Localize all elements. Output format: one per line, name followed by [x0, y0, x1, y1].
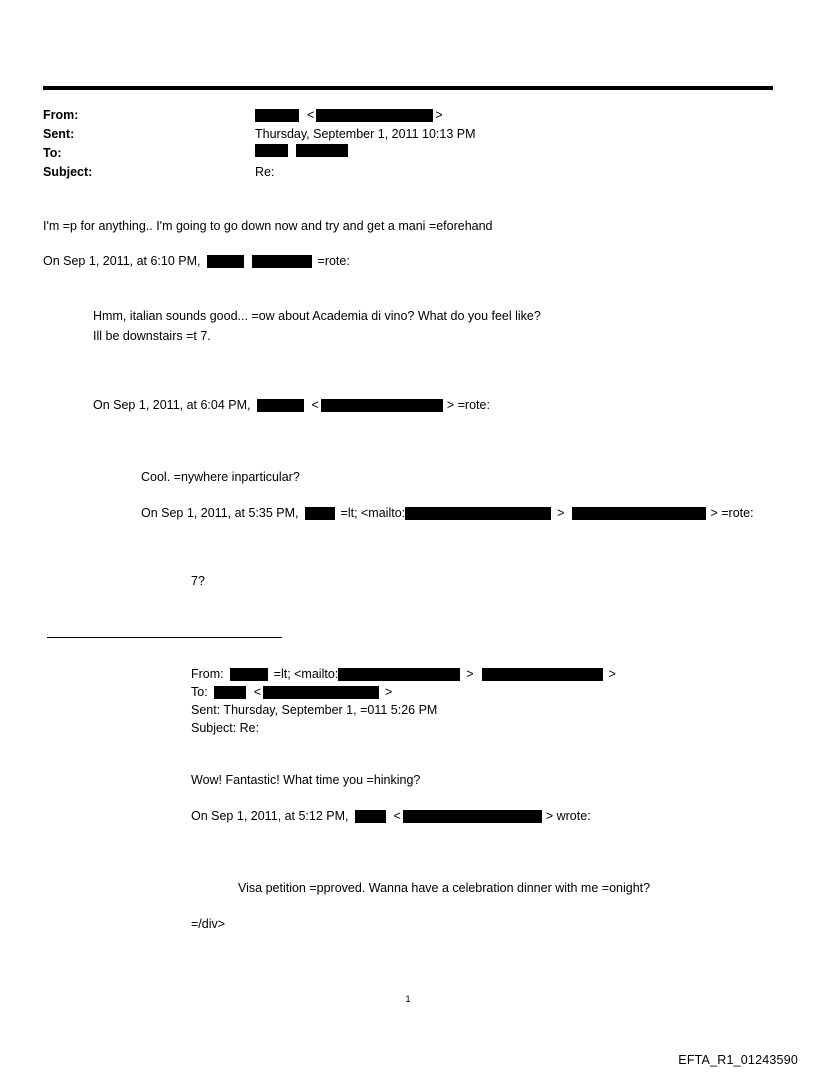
quote-1-attribution: [43, 251, 350, 271]
forwarded-from-label: From:: [191, 667, 224, 681]
quote-4-suffix: > wrote:: [545, 809, 591, 823]
forwarded-message-divider: [47, 637, 282, 638]
forwarded-from-mid: =lt; <mailto:: [273, 667, 339, 681]
redaction-box: [403, 810, 542, 823]
redaction-box: [207, 255, 244, 268]
forwarded-header-subject: Subject: Re:: [191, 721, 260, 735]
forwarded-header-to: [191, 682, 394, 702]
header-label-sent: Sent:: [43, 127, 75, 141]
redaction-box: [255, 144, 288, 157]
quote-3-suffix: > =rote:: [710, 506, 754, 520]
redaction-box: [405, 507, 551, 520]
forwarded-body-line-1: Wow! Fantastic! What time you =hinking?: [191, 773, 421, 787]
forwarded-header-sent: Sent: Thursday, September 1, =011 5:26 PM: [191, 703, 438, 717]
quote-2-body: Cool. =nywhere inparticular?: [141, 470, 300, 484]
angle-bracket-open: <: [311, 398, 319, 412]
redaction-box: [305, 507, 335, 520]
angle-bracket-close: >: [608, 667, 616, 681]
redaction-box: [214, 686, 246, 699]
redaction-box: [255, 109, 299, 122]
body-line-1: I'm =p for anything.. I'm going to go down now and try and get a mani =eforehand: [43, 219, 493, 233]
closing-markup-line: =/div>: [191, 917, 226, 931]
header-row-from: [43, 106, 783, 125]
page-number: 1: [405, 994, 411, 1005]
quote-2-attribution: [93, 395, 490, 415]
bates-number: EFTA_R1_01243590: [678, 1053, 798, 1067]
redaction-box: [572, 507, 706, 520]
redaction-box: [338, 668, 460, 681]
quote-4-attribution: [191, 806, 591, 826]
redaction-box: [257, 399, 304, 412]
angle-bracket-close: >: [557, 506, 565, 520]
header-row-subject: [43, 163, 783, 182]
angle-bracket-open: <: [253, 685, 261, 699]
header-value-subject: Re:: [255, 165, 275, 179]
quote-3-prefix: On Sep 1, 2011, at 5:35 PM,: [141, 506, 299, 520]
redaction-box: [252, 255, 312, 268]
header-value-to: [255, 144, 783, 157]
redaction-box: [296, 144, 348, 157]
quote-3-attribution: [141, 503, 754, 523]
angle-bracket-open: <: [307, 108, 315, 122]
email-header-block: [43, 106, 783, 182]
redaction-box: [316, 109, 433, 122]
quote-4-body: Visa petition =pproved. Wanna have a celebration dinner with me =onight?: [238, 881, 651, 895]
quote-1-body-line-2: Ill be downstairs =t 7.: [93, 329, 211, 343]
redaction-box: [321, 399, 443, 412]
forwarded-header-from: [191, 664, 618, 684]
redaction-box: [355, 810, 386, 823]
angle-bracket-close: >: [466, 667, 474, 681]
redaction-box: [482, 668, 603, 681]
quote-3-mid: =lt; <mailto:: [340, 506, 406, 520]
angle-bracket-close: >: [385, 685, 393, 699]
quote-4-prefix: On Sep 1, 2011, at 5:12 PM,: [191, 809, 349, 823]
redaction-box: [263, 686, 379, 699]
quote-2-prefix: On Sep 1, 2011, at 6:04 PM,: [93, 398, 251, 412]
forwarded-to-label: To:: [191, 685, 208, 699]
angle-bracket-close: >: [435, 108, 443, 122]
redaction-box: [230, 668, 268, 681]
header-label-to: To:: [43, 146, 62, 160]
header-value-from: [255, 106, 783, 125]
quote-3-body: 7?: [191, 574, 205, 588]
header-row-to: [43, 144, 783, 163]
quote-1-prefix: On Sep 1, 2011, at 6:10 PM,: [43, 254, 201, 268]
quote-2-suffix: > =rote:: [446, 398, 490, 412]
angle-bracket-open: <: [393, 809, 401, 823]
header-divider-rule: [43, 86, 773, 90]
header-label-subject: Subject:: [43, 165, 93, 179]
header-value-sent: Thursday, September 1, 2011 10:13 PM: [255, 127, 476, 141]
quote-1-body-line-1: Hmm, italian sounds good... =ow about Academia di vino? What do you feel like?: [93, 309, 541, 323]
quote-1-suffix: =rote:: [317, 254, 350, 268]
header-label-from: From:: [43, 108, 79, 122]
header-row-sent: [43, 125, 783, 144]
